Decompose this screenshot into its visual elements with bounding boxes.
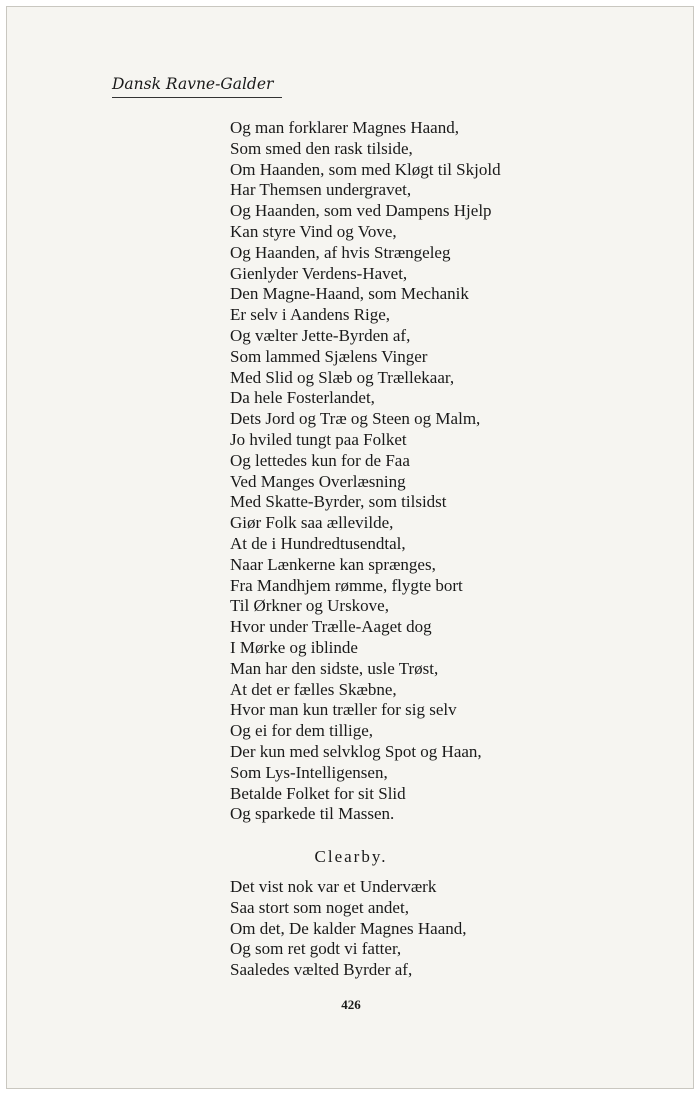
verse-line: Og vælter Jette-Byrden af, [230,325,411,345]
verse-line: Giør Folk saa ællevilde, [230,513,394,533]
verse-line: Som smed den rask tilside, [230,138,413,158]
verse-line: Til Ørkner og Urskove, [230,596,389,616]
verse-line: Har Themsen undergravet, [230,180,412,200]
verse-line: Det vist nok var et Underværk [230,877,437,896]
verse-line: Og Haanden, af hvis Strængeleg [230,242,451,262]
verse-line: Om det, De kalder Magnes Haand, [230,918,467,938]
running-head-rule [112,97,282,98]
running-head: Dansk Ravne-Galder [112,75,274,93]
verse-line: Som lammed Sjælens Vinger [230,346,428,366]
verse-line: I Mørke og iblinde [230,637,358,657]
verse-line: Den Magne-Haand, som Mechanik [230,284,469,304]
verse-line: At de i Hundredtusendtal, [230,533,406,553]
verse-line: Dets Jord og Træ og Steen og Malm, [230,409,481,429]
verse-line: Naar Lænkerne kan sprænges, [230,554,436,574]
verse-line: Man har den sidste, usle Trøst, [230,658,439,678]
page-number: 426 [341,997,361,1012]
verse-line: Hvor man kun træller for sig selv [230,700,457,720]
verse-line: Og som ret godt vi fatter, [230,939,402,959]
verse-stanza [230,118,501,825]
verse-line: Fra Mandhjem rømme, flygte bort [230,575,463,595]
verse-line: Jo hviled tungt paa Folket [230,429,407,449]
verse-line: Saaledes vælted Byrder af, [230,960,413,980]
verse-line: Er selv i Aandens Rige, [230,305,391,325]
verse-line: Med Skatte-Byrder, som tilsidst [230,492,447,512]
verse-line: Og man forklarer Magnes Haand, [230,118,459,137]
verse-line: Som Lys-Intelligensen, [230,762,388,782]
verse-line: Med Slid og Slæb og Trællekaar, [230,367,455,387]
verse-line: Og ei for dem tillige, [230,721,374,741]
verse-line: Gienlyder Verdens-Havet, [230,263,408,283]
verse-line: Og lettedes kun for de Faa [230,450,410,470]
speaker-name: Clearby. [314,847,388,866]
verse-line: Og Haanden, som ved Dampens Hjelp [230,201,492,221]
verse-line: Kan styre Vind og Vove, [230,221,397,241]
verse-line: Betalde Folket for sit Slid [230,783,406,803]
book-page [6,6,694,1089]
verse-line: Og sparkede til Massen. [230,804,395,824]
verse-line: Der kun med selvklog Spot og Haan, [230,741,482,761]
verse-stanza-2 [230,877,467,981]
verse-line: Da hele Fosterlandet, [230,388,375,408]
verse-line: At det er fælles Skæbne, [230,679,397,699]
verse-line: Ved Manges Overlæsning [230,471,406,491]
verse-line: Om Haanden, som med Kløgt til Skjold [230,159,501,179]
verse-line: Saa stort som noget andet, [230,897,409,917]
verse-line: Hvor under Trælle-Aaget dog [230,617,432,637]
